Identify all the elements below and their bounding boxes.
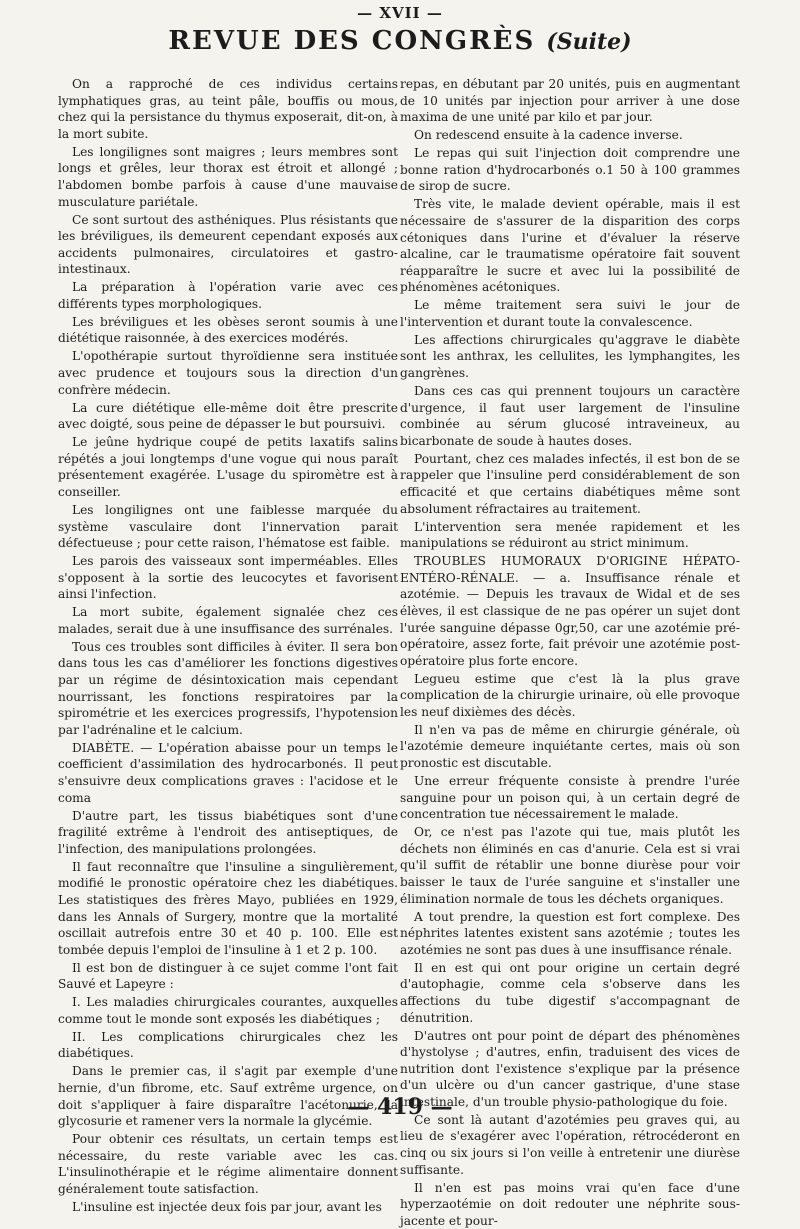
paragraph: Les affections chirurgicales qu'aggrave le diabète sont les anthrax, les cellulites, les lymphangites, les gangrènes.: [400, 332, 740, 381]
paragraph: II. Les complications chirurgicales chez les diabétiques.: [58, 1029, 398, 1061]
left-column: [58, 76, 398, 1214]
paragraph: Il n'en est pas moins vrai qu'en face d'une hyperzaotémie on doit redouter une néphrite sous-jacente et pour-: [400, 1180, 740, 1228]
paragraph: I. Les maladies chirurgicales courantes, auxquelles comme tout le monde sont exposés les diabétiques ;: [58, 995, 398, 1026]
paragraph: Tous ces troubles sont difficiles à éviter. Il sera bon dans tous les cas d'améliorer les fonctions digestives par un régime de désintoxication mais cependant nourrissant, les fonctions respiratoires par la spirométrie et les exercices progressifs, l'hypotension par l'adrénaline et le calcium.: [58, 639, 398, 737]
paragraph: Le jeûne hydrique coupé de petits laxatifs salins répétés a joui longtemps d'une vogue qui nous paraît présentement exagérée. L'usage du spiromètre est à conseiller.: [58, 435, 398, 499]
paragraph: A tout prendre, la question est fort complexe. Des néphrites latentes existent sans azotémie ; toutes les azotémies ne sont pas dues à une insuffisance rénale.: [400, 909, 740, 957]
paragraph: La mort subite, également signalée chez ces malades, serait due à une insuffisance des surrénales.: [58, 605, 398, 636]
paragraph: Or, ce n'est pas l'azote qui tue, mais plutôt les déchets non éliminés en cas d'anurie. Cela est si vrai qu'il suffit de rétablir une bonne diurèse pour voir baisser le taux de l'urée sanguine et s'installer une élimination normale de tous les déchets organiques.: [400, 825, 740, 906]
paragraph: On redescend ensuite à la cadence inverse.: [414, 128, 683, 143]
paragraph: TROUBLES HUMORAUX D'ORIGINE HÉPATO-ENTÉRO-RÉNALE. — a. Insuffisance rénale et azotémie. — Depuis les travaux de Widal et de ses élèves, il est classique de ne pas opérer un sujet dont l'urée sanguine dépasse 0gr,50, car une azotémie pré-opératoire, assez forte, fait prévoir une azotémie post-opératoire plus forte encore.: [400, 554, 740, 668]
paragraph: repas, en débutant par 20 unités, puis en augmentant de 10 unités par injection pour arriver à une dose maxima de une unité par kilo et par jour.: [400, 77, 740, 125]
paragraph: La préparation à l'opération varie avec ces différents types morphologiques.: [58, 280, 398, 311]
paragraph: Ce sont surtout des asthéniques. Plus résistants que les bréviligues, ils demeurent cependant exposés aux accidents pulmonaires, circulatoires et gastro-intestinaux.: [58, 212, 398, 277]
paragraph: DIABÈTE. — L'opération abaisse pour un temps le coefficient d'assimilation des hydrocarbonés. Il peut s'ensuivre deux complications graves : l'acidose et le coma: [58, 740, 398, 805]
section-title: [0, 26, 800, 56]
paragraph: Une erreur fréquente consiste à prendre l'urée sanguine pour un poison qui, à un certain degré de concentration tue nécessairement le malade.: [400, 774, 740, 822]
paragraph: Les parois des vaisseaux sont imperméables. Elles s'opposent à la sortie des leucocytes et favorisent ainsi l'infection.: [58, 554, 398, 602]
paragraph: Il n'en va pas de même en chirurgie générale, où l'azotémie demeure inquiétante certes, mais où son pronostic est discutable.: [400, 722, 740, 771]
title-text: REVUE DES CONGRÈS: [168, 26, 536, 56]
paragraph: Les longilignes sont maigres ; leurs membres sont longs et grêles, leur thorax est étroit et allongé ; l'abdomen bombe parfois à cause d'une mauvaise musculature pariétale.: [58, 144, 398, 209]
paragraph: Il faut reconnaître que l'insuline a singulièrement, modifié le pronostic opératoire chez les diabétiques. Les statistiques des frères Mayo, publiées en 1929, dans les Annals of Surgery, montre que la mortalité oscillait autrefois entre 30 et 40 p. 100. Elle est tombée depuis l'emploi de l'insuline à 1 et 2 p. 100.: [58, 859, 398, 957]
paragraph: Le même traitement sera suivi le jour de l'intervention et durant toute la convalescence.: [400, 298, 740, 329]
paragraph: Les longilignes ont une faiblesse marquée du système vasculaire dont l'innervation parait défectueuse ; pour cette raison, l'hématose est faible.: [58, 502, 398, 551]
page-number: — 419 —: [347, 1094, 453, 1120]
paragraph: L'intervention sera menée rapidement et les manipulations se réduiront au strict minimum.: [400, 519, 740, 551]
paragraph: D'autres ont pour point de départ des phénomènes d'hystolyse ; d'autres, enfin, traduisent des vices de nutrition dont l'existence s'explique par la présence d'un ulcère ou d'un cancer gastrique, d'une stase intestinale, d'un trouble physio-pathologique du foie.: [400, 1028, 740, 1109]
paragraph: Les bréviligues et les obèses seront soumis à une diététique raisonnée, à des exercices modérés.: [58, 314, 398, 346]
paragraph: L'opothérapie surtout thyroïdienne sera instituée avec prudence et toujours sous la direction d'un confrère médecin.: [58, 349, 398, 397]
paragraph: Il est bon de distinguer à ce sujet comme l'ont fait Sauvé et Lapeyre :: [58, 960, 398, 992]
paragraph: Dans ces cas qui prennent toujours un caractère d'urgence, il faut user largement de l'insuline combinée au sérum glucosé intraveineux, au bicarbonate de soude à hautes doses.: [400, 384, 740, 448]
paragraph: Très vite, le malade devient opérable, mais il est nécessaire de s'assurer de la disparition des corps cétoniques dans l'urine et d'évaluer la réserve alcaline, car le traumatisme opératoire fait souvent réapparaître le sucre et avec lui la possibilité de phénomènes acétoniques.: [400, 197, 740, 295]
paragraph: Pour obtenir ces résultats, un certain temps est nécessaire, du reste variable avec les cas. L'insulinothérapie et le régime alimentaire donnent généralement toute satisfaction.: [58, 1132, 398, 1197]
paragraph: La cure diététique elle-même doit être prescrite avec doigté, sous peine de dépasser le but poursuivi.: [58, 400, 398, 432]
paragraph: Le repas qui suit l'injection doit comprendre une bonne ration d'hydrocarbonés o.1 50 à 100 grammes de sirop de sucre.: [400, 146, 740, 194]
paragraph: Legueu estime que c'est là la plus grave complication de la chirurgie urinaire, où elle provoque les neuf dixièmes des décès.: [400, 671, 740, 719]
paragraph: D'autre part, les tissus biabétiques sont d'une fragilité extrême à l'endroit des antiseptiques, de l'infection, des manipulations prolongées.: [58, 808, 398, 856]
paragraph: Dans le premier cas, il s'agit par exemple d'une hernie, d'un fibrome, etc. Sauf extrême urgence, on doit s'appliquer à faire disparaître l'acétonurie, la glycosurie et ramener vers la normale la glycémie.: [58, 1064, 398, 1129]
paragraph: On a rapproché de ces individus certains lymphatiques gras, au teint pâle, bouffis ou mous, chez qui la persistance du thymus exposerait, dit-on, à la mort subite.: [58, 77, 398, 141]
paragraph: L'insuline est injectée deux fois par jour, avant les: [72, 1200, 382, 1214]
title-suffix: (Suite): [546, 29, 632, 55]
paragraph: Pourtant, chez ces malades infectés, il est bon de se rappeler que l'insuline perd considérablement de son efficacité et que certains diabétiques même sont absolument réfractaires au traitement.: [400, 451, 740, 516]
roman-page-number: — XVII —: [357, 4, 443, 22]
paragraph: Il en est qui ont pour origine un certain degré d'autophagie, comme cela s'observe dans les affections du tube digestif s'accompagnant de dénutrition.: [400, 960, 740, 1025]
paragraph: Ce sont là autant d'azotémies peu graves qui, au lieu de s'exagérer avec l'opération, rétrocéderont en cinq ou six jours si l'on veille à entretenir une diurèse suffisante.: [400, 1112, 740, 1177]
